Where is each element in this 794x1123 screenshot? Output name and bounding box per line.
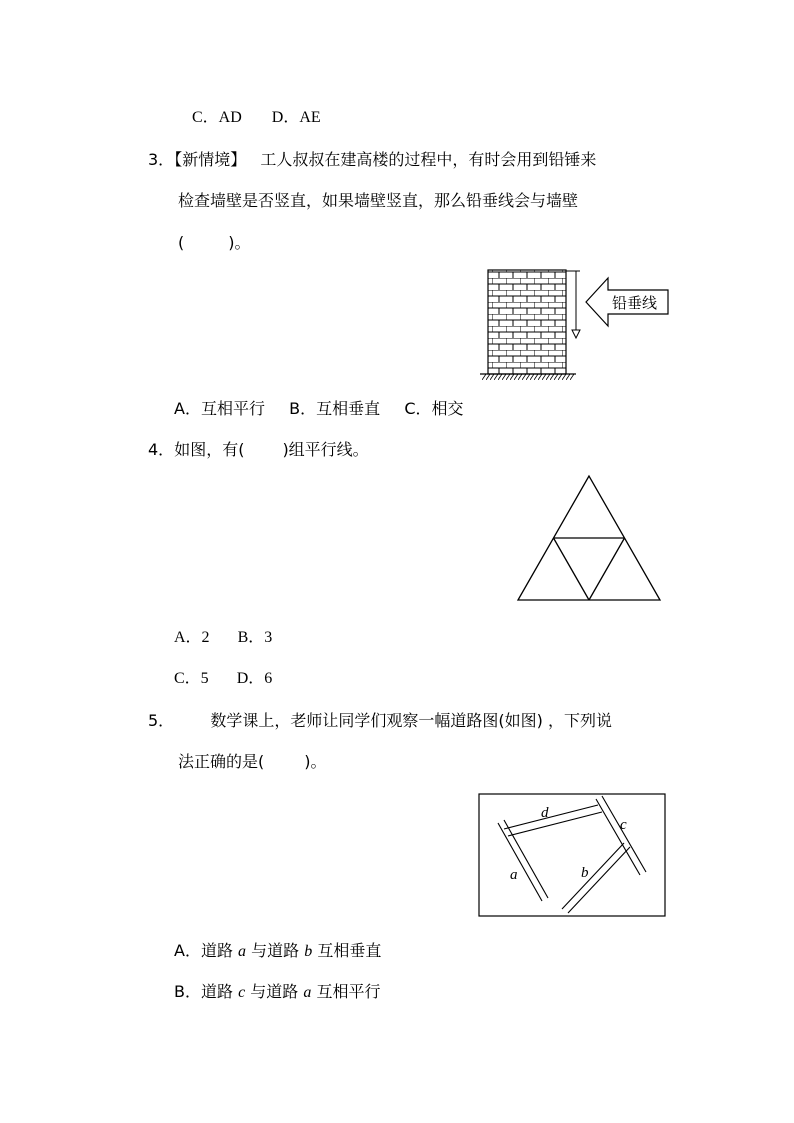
q5-text-1: 数学课上，老师让同学们观察一幅道路图(如图) ，下列说 bbox=[210, 711, 612, 730]
q3-wall-figure bbox=[478, 266, 674, 382]
q3-option-c: C．相交 bbox=[404, 399, 464, 418]
q3-stem-line3 bbox=[178, 233, 251, 253]
mid-line-left bbox=[554, 538, 590, 600]
q4-text-end: )组平行线。 bbox=[282, 440, 369, 459]
q5-number: 5． bbox=[148, 711, 175, 730]
q5-stem-line2 bbox=[178, 752, 327, 772]
q5-option-a-var2: b bbox=[304, 943, 313, 960]
q5-option-b: B．道路 c 与道路 a 互相平行 bbox=[174, 982, 381, 1001]
q3-option-a: A．互相平行 bbox=[174, 399, 265, 418]
q4-option-b: B．3 bbox=[237, 629, 273, 646]
q3-text-1: 工人叔叔在建高楼的过程中，有时会用到铅锤来 bbox=[260, 150, 597, 169]
q4-text-start: 如图，有( bbox=[174, 440, 245, 459]
q5-text-2-end: )。 bbox=[304, 752, 327, 771]
q4-option-d: D．6 bbox=[236, 670, 273, 687]
ground-hatch bbox=[482, 374, 574, 380]
q3-option-b: B．互相垂直 bbox=[289, 399, 381, 418]
q3-stem-line2: 检查墙壁是否竖直，如果墙壁竖直，那么铅垂线会与墙壁 bbox=[178, 191, 579, 210]
q2-options-row bbox=[192, 108, 321, 128]
q3-blank-close: )。 bbox=[228, 233, 251, 252]
q5-option-a-var1: a bbox=[238, 943, 247, 960]
q4-number: 4． bbox=[148, 440, 175, 459]
road-label-a: a bbox=[510, 867, 518, 883]
q5-road-figure bbox=[478, 793, 668, 919]
q3-stem-line1 bbox=[148, 150, 596, 170]
q2-option-c: C．AD bbox=[192, 109, 242, 126]
road-label-b: b bbox=[581, 865, 589, 881]
q5-text-2-start: 法正确的是( bbox=[178, 752, 265, 771]
q4-option-a: A．2 bbox=[174, 629, 210, 646]
mid-line-right bbox=[589, 538, 625, 600]
road-label-d: d bbox=[541, 805, 549, 821]
q4-options-row-2 bbox=[174, 669, 272, 689]
q4-option-c: C．5 bbox=[174, 670, 209, 687]
q4-options-row-1 bbox=[174, 628, 272, 648]
q5-option-b-var1: c bbox=[238, 984, 246, 1001]
q3-figure-label: 铅垂线 bbox=[612, 294, 658, 312]
plumb-bob-icon bbox=[572, 330, 580, 338]
q3-number: 3． bbox=[148, 150, 175, 169]
q5-option-b-var2: a bbox=[303, 984, 312, 1001]
q3-options-row bbox=[174, 399, 464, 419]
road-label-c: c bbox=[620, 817, 627, 833]
q3-tag: 【新情境】 bbox=[174, 150, 247, 169]
q5-stem-line1 bbox=[148, 711, 612, 731]
q4-stem bbox=[148, 440, 369, 460]
q3-blank-open: ( bbox=[178, 233, 185, 252]
q4-triangle-figure bbox=[514, 472, 666, 606]
q5-option-a: A．道路 a 与道路 b 互相垂直 bbox=[174, 941, 382, 960]
brick-wall bbox=[488, 270, 566, 374]
q2-option-d: D．AE bbox=[271, 109, 321, 126]
